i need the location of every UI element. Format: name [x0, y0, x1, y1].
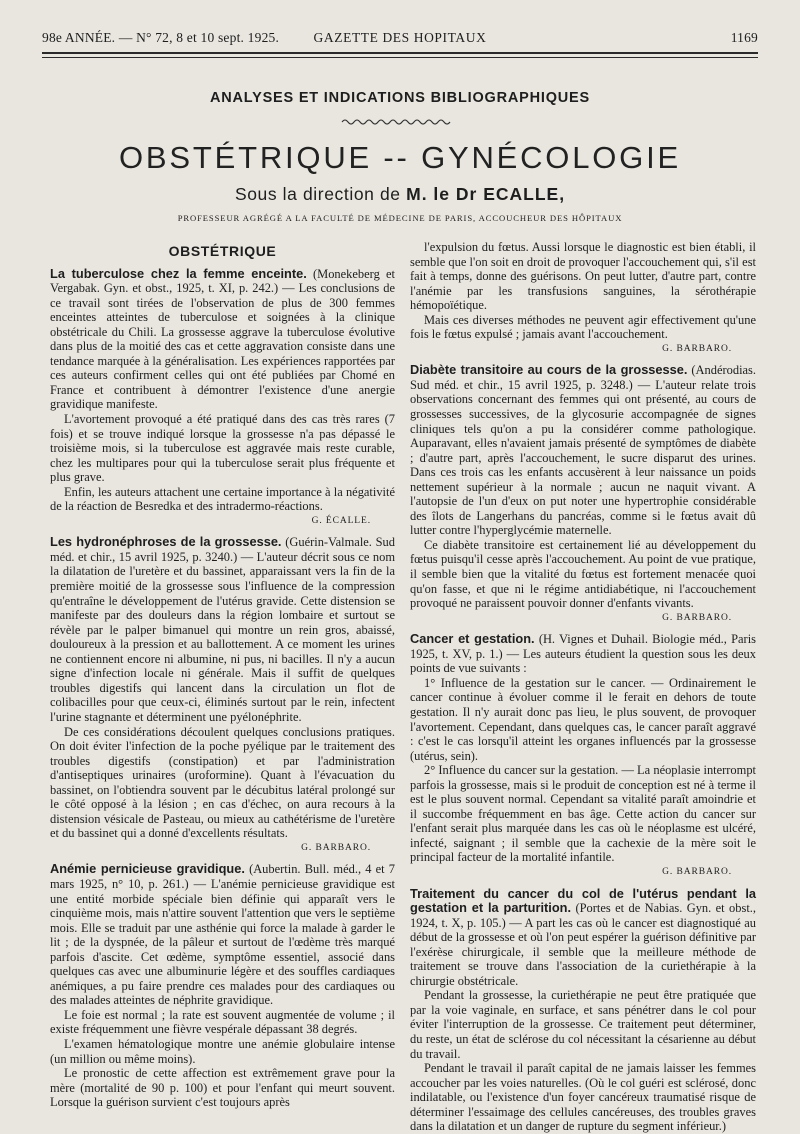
page-number: 1169 — [730, 30, 758, 45]
article-paragraph: L'examen hématologique montre une anémie globulaire intense (un million ou même moins). — [50, 1036, 395, 1066]
article-paragraph: De ces considérations découlent quelques conclusions pratiques. On doit éviter l'infection de la poche pyélique par le traitement des troubles digestifs (constipation) et par l'administration d'antiseptiques urinaires (uroformine). Quant à l'évacuation du bassinet, on l'obtiendra souvent par le décubitus latéral prolongé sur le côté opposé à la lésion ; en cas d'échec, on aura recours à la distension vésicale de Pasteau, ou mieux au cathétérisme de l'uretère et du bassinet qui a donné d'excellents résultats. — [50, 724, 395, 841]
article-paragraph: Pendant la grossesse, la curiethérapie ne peut être pratiquée que par la voie vaginale, en surface, et sans pénétrer dans le col pour éviter l'interruption de la grossesse. Ce traitement peut déterminer, du reste, un état de sclérose du col nécessitant la césarienne au début du travail. — [410, 988, 756, 1061]
article-paragraph: Mais ces diverses méthodes ne peuvent agir effectivement qu'une fois le fœtus expulsé ; jamais avant l'accouchement. — [410, 312, 756, 342]
article-title: Traitement du cancer du col de l'utérus pendant la gestation et la parturition. — [410, 885, 756, 916]
article-title: Diabète transitoire au cours de la grossesse. — [410, 362, 688, 378]
article-tuberculose — [50, 267, 395, 412]
article-title: La tuberculose chez la femme enceinte. — [50, 265, 307, 281]
ornament-squiggle-icon — [340, 117, 456, 127]
article-paragraph: Enfin, les auteurs attachent une certaine importance à la négativité de la réaction de Besredka et des intradermo-réactions. — [50, 484, 395, 514]
article-text: — L'anémie pernicieuse gravidique est une entité morbide spéciale bien définie qui apparaît vers le cinquième mois, mais n'attire souvent l'attention que vers le septième mois. Elle se traduit par une asthénie qui force la malade à garder le lit ; de la dyspnée, de la pâleur et surtout de l'œdème très marqué parfois d'ascite. Cet œdème, symptôme essentiel, associé dans quelques cas avec une albuminurie légère et des souffles cardiaques anémiques, a pu faire prendre ces malades pour des cardiaques ou des malades atteintes de néphrite gravidique. — [50, 876, 395, 1008]
header-rule-thin — [42, 57, 758, 58]
issue-line: 98e ANNÉE. — N° 72, 8 et 10 sept. 1925. — [42, 30, 280, 45]
article-hydronephroses — [50, 535, 395, 724]
article-paragraph: Pendant le travail il paraît capital de ne jamais laisser les femmes accoucher par les voies naturelles. (Où le col guéri est sclérosé, donc indilatable, ou l'existence d'un foyer cancéreux traumatisé risque de déterminer l'essaimage des cellules cancéreuses, des troubles graves dans la dilatation et un danger de rupture du segment inférieur.) — [410, 1061, 756, 1134]
running-header — [42, 30, 758, 52]
article-text: — A part les cas où le cancer est diagnostiqué au début de la grossesse et où l'on peut espérer la guérison définitive par l'exérèse chirurgicale, il semble que la meilleure méthode de traitement se trouve dans l'association de la curiethérapie à la chirurgie obstétricale. — [410, 915, 756, 988]
director-credentials: PROFESSEUR AGRÉGÉ A LA FACULTÉ DE MÉDECINE DE PARIS, ACCOUCHEUR DES HÔPITAUX — [177, 213, 623, 223]
article-paragraph: Ce diabète transitoire est certainement lié au développement du fœtus puisqu'il cesse après l'accouchement. Au point de vue pratique, il semble bien que la vitalité du fœtus est fortement menacée quoi qu'on fasse, et que ni le régime antidiabétique, ni l'accouchement provoqué ne paraissent pouvoir donner d'enfants vivants. — [410, 537, 756, 611]
article-reference: (Portes et de Nabias. Gyn. et obst., 1924, t. X, p. 105.) — [410, 901, 756, 930]
article-title: Anémie pernicieuse gravidique. — [50, 861, 245, 877]
header-rule-thick — [42, 52, 758, 54]
article-reference: (Monekeberg et Vergabak. Gyn. et obst., 1925, t. XI, p. 242.) — [50, 266, 396, 296]
article-text: — Les auteurs étudient la question sous les deux points de vue suivants : — [410, 646, 756, 676]
article-diabete — [410, 363, 756, 538]
article-reference: (Andérodias. Sud méd. et chir., 15 avril 1925, p. 3248.) — [410, 363, 756, 392]
article-anemie — [50, 862, 395, 1007]
right-column — [410, 240, 756, 1134]
article-traitement-cancer-col — [410, 887, 756, 989]
article-signature: G. ÉCALLE. — [311, 515, 371, 526]
article-title: Cancer et gestation. — [410, 631, 535, 647]
left-column — [50, 244, 395, 1110]
section-heading: ANALYSES ET INDICATIONS BIBLIOGRAPHIQUES — [209, 90, 591, 106]
article-signature: G. BARBARO. — [662, 612, 732, 623]
article-cancer-gestation — [410, 632, 756, 676]
article-text: — Les conclusions de ce travail sont tirées de l'observation de plus de 300 femmes enceintes atteintes de tuberculose et soignées à la clinique obstétricale du Chili. La grossesse aggrave la tuberculose évolutive dans plus de la moitié des cas et cette aggravation consiste dans une tendance marquée à la généralisation. Les expériences rapportées par ces auteurs confirment celles qui ont été publiées par Chomé en France et contribuent à démontrer l'existence d'une anergie gravidique manifeste. — [50, 281, 395, 412]
director-name: M. le Dr ECALLE, — [406, 184, 566, 204]
article-paragraph: L'avortement provoqué a été pratiqué dans des cas très rares (7 fois) et se trouve indiqué lorsque la grossesse n'a pas dépassé le troisième mois, si la tuberculose est aggravée mais reste curable, chez les multipares pour qui la tuberculose serait plus fréquente et plus grave. — [50, 412, 395, 485]
article-paragraph: Le pronostic de cette affection est extrêmement grave pour la mère (mortalité de 90 p. 100) et pour l'enfant qui meurt souvent. Lorsque la guérison survient c'est toujours après — [50, 1066, 395, 1110]
article-paragraph: 1° Influence de la gestation sur le cancer. — Ordinairement le cancer continue à évoluer comme il le ferait en dehors de toute gestation. Il n'y aurait donc pas lieu, le plus souvent, de provoquer l'avortement. Cependant, dans quelques cas, le cancer paraît aggravé : c'est le cas lorsqu'il atteint les organes influencés par la grossesse (utérus, sein). — [410, 675, 756, 763]
article-paragraph: Le foie est normal ; la rate est souvent augmentée de volume ; il existe fréquemment une fièvre vespérale dépassant 38 degrés. — [50, 1007, 395, 1037]
article-signature: G. BARBARO. — [662, 343, 732, 354]
direction-line — [40, 184, 760, 205]
article-reference: (Guérin-Valmale. Sud méd. et chir., 15 avril 1925, p. 3240.) — [50, 535, 395, 564]
main-title: OBSTÉTRIQUE -- GYNÉCOLOGIE — [119, 140, 681, 175]
article-text: — L'auteur relate trois observations concernant des femmes qui ont présenté, au cours de grossesses successives, de la glycosurie accompagnée de signes cliniques tels qu'on a pu la considérer comme pathologique. Auparavant, elles n'avaient jamais présenté de symptômes de diabète ; d'autre part, après l'accouchement, le sucre disparut des urines. Dans ces trois cas les enfants accusèrent à leur naissance un poids nettement supérieur à la normale ; aucun ne naquit vivant. A l'autopsie de l'un d'eux on put noter une hypertrophie considérable des îlots de Langerhans du pancréas, comme si le fœtus avait dû lutter contre l'hyperglycémie maternelle. — [410, 377, 757, 538]
direction-prefix: Sous la direction de — [234, 184, 401, 204]
article-reference: (Aubertin. Bull. méd., 4 et 7 mars 1925, n° 10, p. 261.) — [50, 862, 396, 891]
journal-name: GAZETTE DES HOPITAUX — [313, 30, 487, 45]
article-paragraph: l'expulsion du fœtus. Aussi lorsque le diagnostic est bien établi, il semble que l'on soit en droit de provoquer l'accouchement qui, s'il est fait à temps, donne des guérisons. On peut lutter, d'autre part, contre l'anémie par les transfusions sanguines, la sérothérapie hémopoïétique. — [410, 240, 756, 313]
article-reference: (H. Vignes et Duhail. Biologie méd., Paris 1925, t. XV, p. 1.) — [410, 632, 756, 661]
article-title: Les hydronéphroses de la grossesse. — [50, 534, 282, 550]
article-signature: G. BARBARO. — [662, 866, 732, 877]
article-text: — L'auteur décrit sous ce nom la dilatation de l'uretère et du bassinet, apparaissant vers la fin de la première moitié de la grossesse sous l'influence de la compression qu'entraîne le développement de l'utérus gravide. Cette distension se manifeste par des douleurs dans la région lombaire et surtout se révèle par le palper bimanuel qui montre un rein gros, abaissé, douloureux à la pression et au ballottement. A ce moment les urines ne contiennent encore ni albumine, ni pus, ni bacilles. Il n'y a aucun signe d'infection locale ni générale. Mais il suffit de quelques troubles digestifs qui lancent dans la circulation un flot de colibacilles pour que ceux-ci, éliminés surtout par le rein, infectent l'urine stagnante et déterminent une pyélonéphrite. — [50, 549, 395, 724]
subheading-obstetrique: OBSTÉTRIQUE — [168, 243, 277, 259]
article-paragraph: 2° Influence du cancer sur la gestation. — La néoplasie interrompt parfois la grossesse, mais si le produit de conception est né à terme il est le plus souvent normal. Cependant sa vitalité paraît amoindrie et il succombe fréquemment en bas âge. Cette action du cancer sur l'enfant serait plus marquée dans les cas où le néoplasme est ulcéré, infecté, saignant ; il semble que la cachexie de la mère soit le principal facteur de la mortalité infantile. — [410, 763, 756, 865]
article-signature: G. BARBARO. — [301, 842, 371, 853]
